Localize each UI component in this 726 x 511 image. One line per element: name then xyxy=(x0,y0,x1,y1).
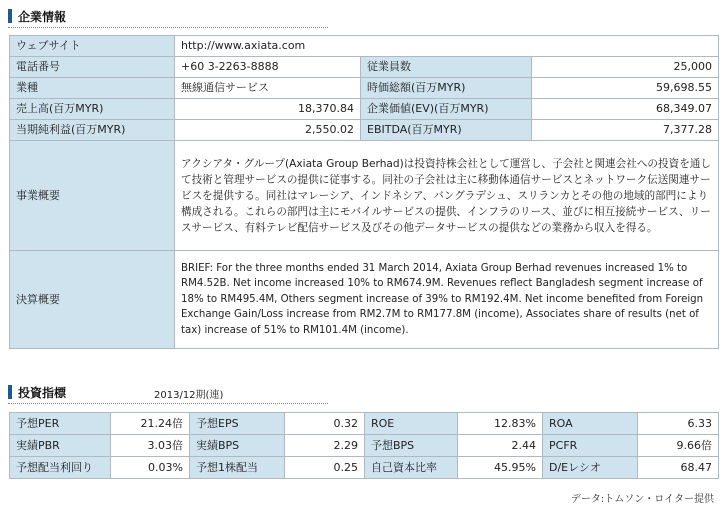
business-summary-label: 事業概要 xyxy=(10,141,175,251)
industry-label: 業種 xyxy=(10,78,175,99)
ebitda-value: 7,377.28 xyxy=(532,120,719,141)
business-summary-text: アクシアタ・グループ(Axiata Group Berhad)は投資持株会社として運営し、子会社と関連会社への投資を通して技術と管理サービスの提供に従事する。同社の子会社は主に移動体通信サービスとネットワーク伝送関連サービスを提供する。同社はマレーシア、インドネシア、バングラデシュ、スリランカとその他の地域的部門により構成される。これらの部門は主にモバイルサービスの提供、インフラのリース、並びに相互接続サービス、リースサービス、有料テレビ配信サービス及びその他データサービスの提供などの業務から収入を得る。 xyxy=(175,141,719,251)
table-row xyxy=(10,57,719,78)
forecast-per-value: 21.24倍 xyxy=(111,413,190,435)
pcfr-value: 9.66倍 xyxy=(638,435,719,457)
ebitda-label: EBITDA(百万MYR) xyxy=(361,120,532,141)
market-cap-value: 59,698.55 xyxy=(532,78,719,99)
pcfr-label: PCFR xyxy=(543,435,638,457)
roa-label: ROA xyxy=(543,413,638,435)
phone-value: +60 3-2263-8888 xyxy=(175,57,361,78)
table-row xyxy=(10,457,719,479)
fiscal-period: 2013/12期(連) xyxy=(154,390,224,401)
company-info-title: 企業情報 xyxy=(18,10,67,24)
investment-header xyxy=(8,382,328,406)
de-ratio-value: 68.47 xyxy=(638,457,719,479)
net-income-label: 当期純利益(百万MYR) xyxy=(10,120,175,141)
table-row xyxy=(10,78,719,99)
company-info-header xyxy=(8,6,328,30)
table-row xyxy=(10,413,719,435)
forecast-eps-label: 予想EPS xyxy=(190,413,285,435)
data-source-credit: データ:トムソン・ロイター提供 xyxy=(570,494,714,505)
ev-label: 企業価値(EV)(百万MYR) xyxy=(361,99,532,120)
dividend-yield-value: 0.03% xyxy=(111,457,190,479)
section-divider xyxy=(8,27,328,28)
website-label: ウェブサイト xyxy=(10,36,175,57)
dividend-per-share-label: 予想1株配当 xyxy=(190,457,285,479)
roe-value: 12.83% xyxy=(458,413,543,435)
section-marker xyxy=(8,385,12,399)
dividend-yield-label: 予想配当利回り xyxy=(10,457,111,479)
section-marker xyxy=(8,9,12,23)
table-row xyxy=(10,120,719,141)
forecast-bps-label: 予想BPS xyxy=(365,435,458,457)
ev-value: 68,349.07 xyxy=(532,99,719,120)
section-divider xyxy=(8,403,328,404)
dividend-per-share-value: 0.25 xyxy=(285,457,365,479)
table-row xyxy=(10,141,719,251)
industry-value: 無線通信サービス xyxy=(175,78,361,99)
investment-table xyxy=(9,412,719,479)
company-info-table xyxy=(9,35,719,349)
employees-value: 25,000 xyxy=(532,57,719,78)
actual-pbr-value: 3.03倍 xyxy=(111,435,190,457)
actual-bps-label: 実績BPS xyxy=(190,435,285,457)
actual-bps-value: 2.29 xyxy=(285,435,365,457)
de-ratio-label: D/Eレシオ xyxy=(543,457,638,479)
website-link[interactable]: http://www.axiata.com xyxy=(175,36,719,57)
earnings-summary-label: 決算概要 xyxy=(10,251,175,349)
forecast-eps-value: 0.32 xyxy=(285,413,365,435)
equity-ratio-label: 自己資本比率 xyxy=(365,457,458,479)
forecast-bps-value: 2.44 xyxy=(458,435,543,457)
roe-label: ROE xyxy=(365,413,458,435)
revenue-value: 18,370.84 xyxy=(175,99,361,120)
forecast-per-label: 予想PER xyxy=(10,413,111,435)
earnings-summary-text: BRIEF: For the three months ended 31 March 2014, Axiata Group Berhad revenues increased 1% to RM4.52B. Net income increased 10% to RM674.9M. Revenues reflect Bangladesh segment increase of 18% to RM495.4M, Others segment increase of 39% to RM192.4M. Net income benefited from Foreign Exchange Gain/Loss increase from RM2.7M to RM177.8M (income), Associates share of results (net of tax) increase of 51% to RM101.4M (income). xyxy=(175,251,719,349)
table-row xyxy=(10,251,719,349)
actual-pbr-label: 実績PBR xyxy=(10,435,111,457)
table-row xyxy=(10,435,719,457)
phone-label: 電話番号 xyxy=(10,57,175,78)
market-cap-label: 時価総額(百万MYR) xyxy=(361,78,532,99)
equity-ratio-value: 45.95% xyxy=(458,457,543,479)
table-row xyxy=(10,99,719,120)
investment-title: 投資指標 xyxy=(18,386,67,400)
net-income-value: 2,550.02 xyxy=(175,120,361,141)
table-row xyxy=(10,36,719,57)
employees-label: 従業員数 xyxy=(361,57,532,78)
revenue-label: 売上高(百万MYR) xyxy=(10,99,175,120)
roa-value: 6.33 xyxy=(638,413,719,435)
